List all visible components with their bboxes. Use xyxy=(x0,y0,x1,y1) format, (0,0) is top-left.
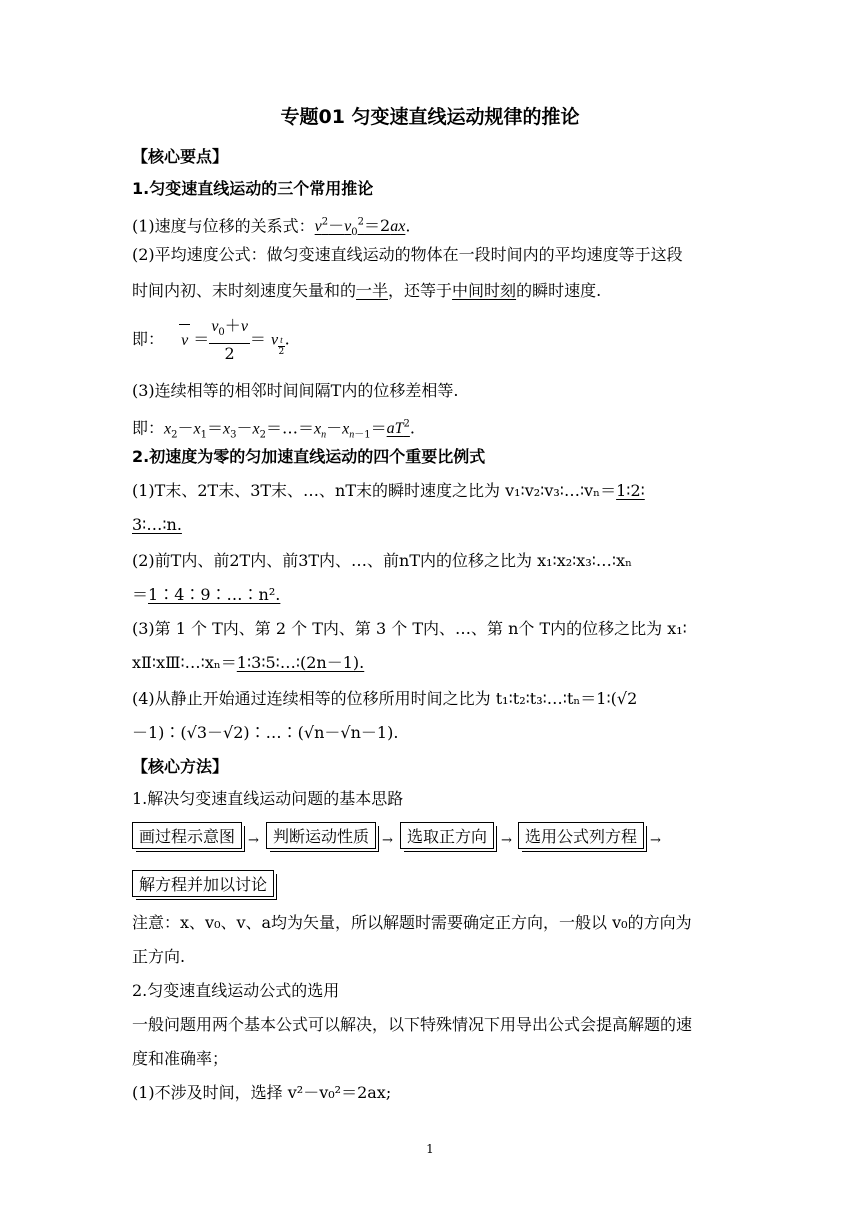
ratio-3-answer: 1∶3∶5∶…∶(2n－1). xyxy=(236,653,365,672)
ratio-1-answer-a: 1∶2∶ xyxy=(616,481,645,500)
ratio-4-line-1: (4)从静止开始通过连续相等的位移所用时间之比为 t₁∶t₂∶t₃∶…∶tₙ＝1∶(√2 xyxy=(132,689,638,708)
corollary-1: (1)速度与位移的关系式：$v^2-v_0^2=2ax$. xyxy=(132,216,411,239)
note-line-2: 正方向. xyxy=(132,947,186,966)
flow-step-choose-formula: 选用公式列方程 xyxy=(518,822,644,849)
corollary-2-text-c: ，还等于 xyxy=(388,281,453,300)
arrow-icon: → xyxy=(501,833,512,848)
subheading-three-corollaries: 1.匀变速直线运动的三个常用推论 xyxy=(132,179,374,198)
corollary-2-line-1: (2)平均速度公式：做匀变速直线运动的物体在一段时间内的平均速度等于这段 xyxy=(132,245,683,264)
flow-step-solve-discuss: 解方程并加以讨论 xyxy=(132,870,274,897)
corollary-2-text-e: 的瞬时速度. xyxy=(516,281,602,300)
method-2-line-2: 度和准确率； xyxy=(132,1049,229,1068)
ratio-4-line-2: －1)∶(√3－√2)∶…∶(√n－√n－1). xyxy=(132,723,399,742)
ratio-3-line-1: (3)第 1 个 T内、第 2 个 T内、第 3 个 T内、…、第 n个 T内的位移之比为 x₁∶ xyxy=(132,619,687,638)
corollary-1-label: (1)速度与位移的关系式： xyxy=(132,216,315,236)
corollary-2-line-2 xyxy=(132,280,601,302)
ratio-1-line-2 xyxy=(132,514,182,536)
ratio-2-line-1: (2)前T内、前2T内、前3T内、…、前nT内的位移之比为 x₁∶x₂∶x₃∶…∶xₙ xyxy=(132,551,633,570)
arrow-icon: → xyxy=(382,833,393,848)
subheading-four-ratios: 2.初速度为零的匀加速直线运动的四个重要比例式 xyxy=(132,447,486,466)
ratio-1-text: (1)T末、2T末、3T末、…、nT末的瞬时速度之比为 v₁∶v₂∶v₃∶…∶vₙ＝ xyxy=(132,481,617,500)
underlined-middle-moment: 中间时刻 xyxy=(452,281,517,300)
method-2-line-1: 一般问题用两个基本公式可以解决，以下特殊情况下用导出公式会提高解题的速 xyxy=(132,1015,693,1034)
page-number: 1 xyxy=(426,1142,434,1156)
flow-step-choose-direction: 选取正方向 xyxy=(400,822,494,849)
note-line-1: 注意：x、v₀、v、a均为矢量，所以解题时需要确定正方向，一般以 v₀的方向为 xyxy=(132,913,692,932)
corollary-3: (3)连续相等的相邻时间间隔T内的位移差相等. xyxy=(132,381,459,400)
corollary-1-formula: $v^2-v_0^2=2ax$ xyxy=(314,216,406,239)
ratio-3-line-2 xyxy=(132,652,364,674)
ratio-1-answer-b: 3∶…∶n. xyxy=(132,515,182,534)
ratio-2-line-2 xyxy=(132,584,280,606)
method-2-heading: 2.匀变速直线运动公式的选用 xyxy=(132,981,340,1000)
average-velocity-formula: 即： v ＝ $\frac{v_0+v}{2}$ ＝ v $_{\frac{t}{2}}$ . xyxy=(132,316,290,364)
underlined-half: 一半 xyxy=(356,281,389,300)
corollary-2-text-a: 时间内初、末时刻速度矢量和的 xyxy=(132,281,357,300)
section-heading-key-points: 【核心要点】 xyxy=(132,147,229,166)
method-2-item-1: (1)不涉及时间，选择 v²－v₀²＝2ax; xyxy=(132,1083,392,1102)
formula-prefix-2: 即： xyxy=(132,418,165,438)
section-heading-key-methods: 【核心方法】 xyxy=(132,757,229,776)
ratio-2-equals: ＝ xyxy=(132,585,149,604)
ratio-1-line-1 xyxy=(132,480,645,502)
page-title: 专题01 匀变速直线运动规律的推论 xyxy=(280,106,580,128)
formula-prefix: 即： xyxy=(132,329,165,349)
method-1-heading: 1.解决匀变速直线运动问题的基本思路 xyxy=(132,789,404,808)
ratio-2-answer: 1∶4∶9∶…∶n². xyxy=(148,585,281,604)
arrow-icon: → xyxy=(650,833,661,848)
arrow-icon: → xyxy=(248,833,259,848)
ratio-3-text: xⅡ∶xⅢ∶…∶xₙ＝ xyxy=(132,653,237,672)
displacement-difference-formula: 即：$x_2-x_1=x_3-x_2=\dots=x_n-x_{n-1}=aT^2$. xyxy=(132,418,416,441)
flow-step-draw-diagram: 画过程示意图 xyxy=(132,822,242,849)
flow-step-judge-motion: 判断运动性质 xyxy=(266,822,376,849)
